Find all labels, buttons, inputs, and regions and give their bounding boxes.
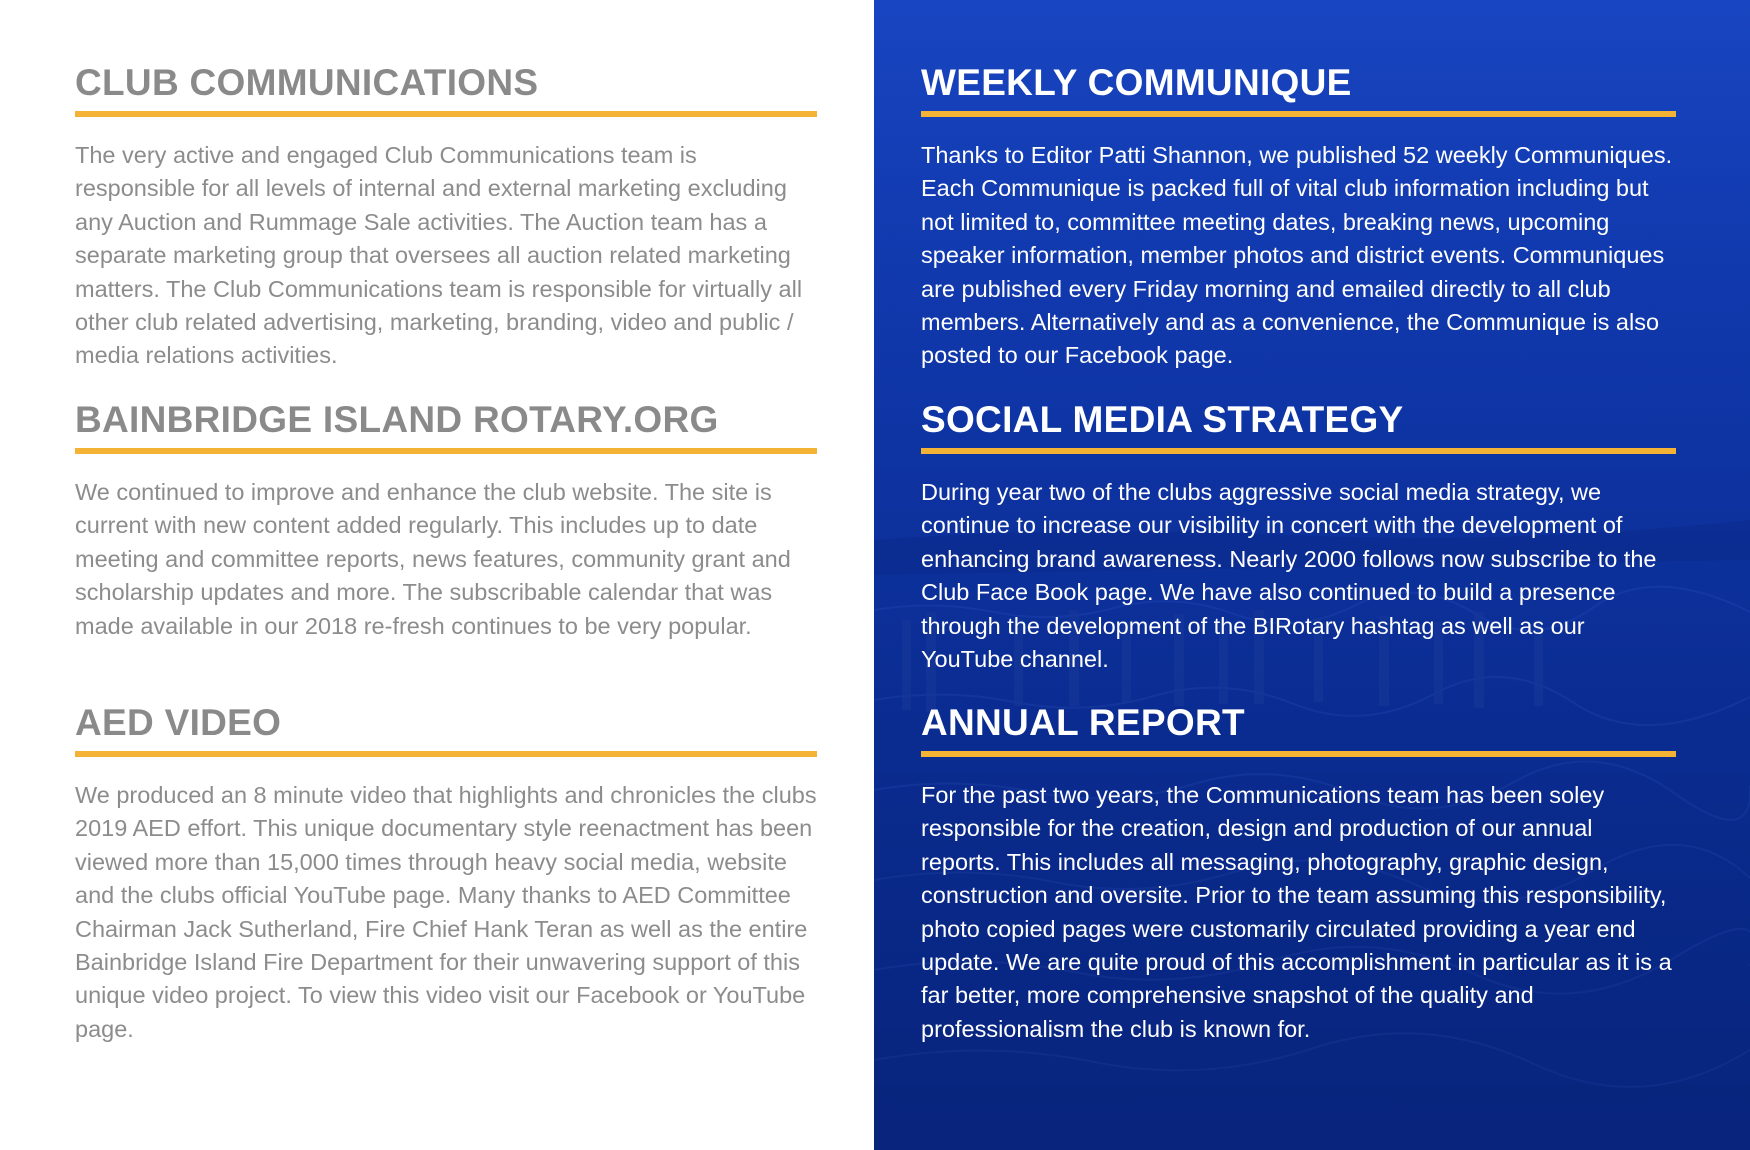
section-aed-video [75,703,817,1046]
section-heading: CLUB COMMUNICATIONS [75,63,817,117]
section-annual-report [921,703,1676,1046]
section-body: We produced an 8 minute video that highlights and chronicles the clubs 2019 AED effort. This unique documentary style reenactment has been viewed more than 15,000 times through heavy social media, website and the clubs official YouTube page. Many thanks to AED Committee Chairman Jack Sutherland, Fire Chief Hank Teran as well as the entire Bainbridge Island Fire Department for their unwavering support of this unique video project. To view this video visit our Facebook or YouTube page. [75,782,817,1042]
section-heading: ANNUAL REPORT [921,703,1676,757]
section-body: We continued to improve and enhance the club website. The site is current with new content added regularly. This includes up to date meeting and committee reports, news features, community grant and scholarship updates and more. The subscribable calendar that was made available in our 2018 re-fresh continues to be very popular. [75,479,791,639]
section-heading: WEEKLY COMMUNIQUE [921,63,1676,117]
section-body: During year two of the clubs aggressive social media strategy, we continue to increase our visibility in concert with the development of enhancing brand awareness. Nearly 2000 follows now subscribe to the Club Face Book page. We have also continued to build a presence through the development of the BIRotary hashtag as well as our YouTube channel. [921,479,1657,673]
section-heading: AED VIDEO [75,703,817,757]
section-heading: SOCIAL MEDIA STRATEGY [921,400,1676,454]
section-body: For the past two years, the Communications team has been soley responsible for the creation, design and production of our annual reports. This includes all messaging, photography, graphic design, construction and oversite. Prior to the team assuming this responsibility, photo copied pages were customarily circulated providing a year end update. We are quite proud of this accomplishment in particular as it is a far better, more comprehensive snapshot of the quality and professionalism the club is known for. [921,782,1672,1042]
section-heading: BAINBRIDGE ISLAND ROTARY.ORG [75,400,817,454]
section-body: The very active and engaged Club Communications team is responsible for all levels of internal and external marketing excluding any Auction and Rummage Sale activities. The Auction team has a separate marketing group that oversees all auction related marketing matters. The Club Communications team is responsible for virtually all other club related advertising, marketing, branding, video and public / media relations activities. [75,142,803,369]
section-club-communications [75,63,817,373]
section-body: Thanks to Editor Patti Shannon, we published 52 weekly Communiques. Each Communique is packed full of vital club information including but not limited to, committee meeting dates, breaking news, upcoming speaker information, member photos and district events. Communiques are published every Friday morning and emailed directly to all club members. Alternatively and as a convenience, the Communique is also posted to our Facebook page. [921,142,1673,369]
section-bainbridge-website [75,400,817,643]
section-social-media-strategy [921,400,1676,676]
section-weekly-communique [921,63,1676,373]
